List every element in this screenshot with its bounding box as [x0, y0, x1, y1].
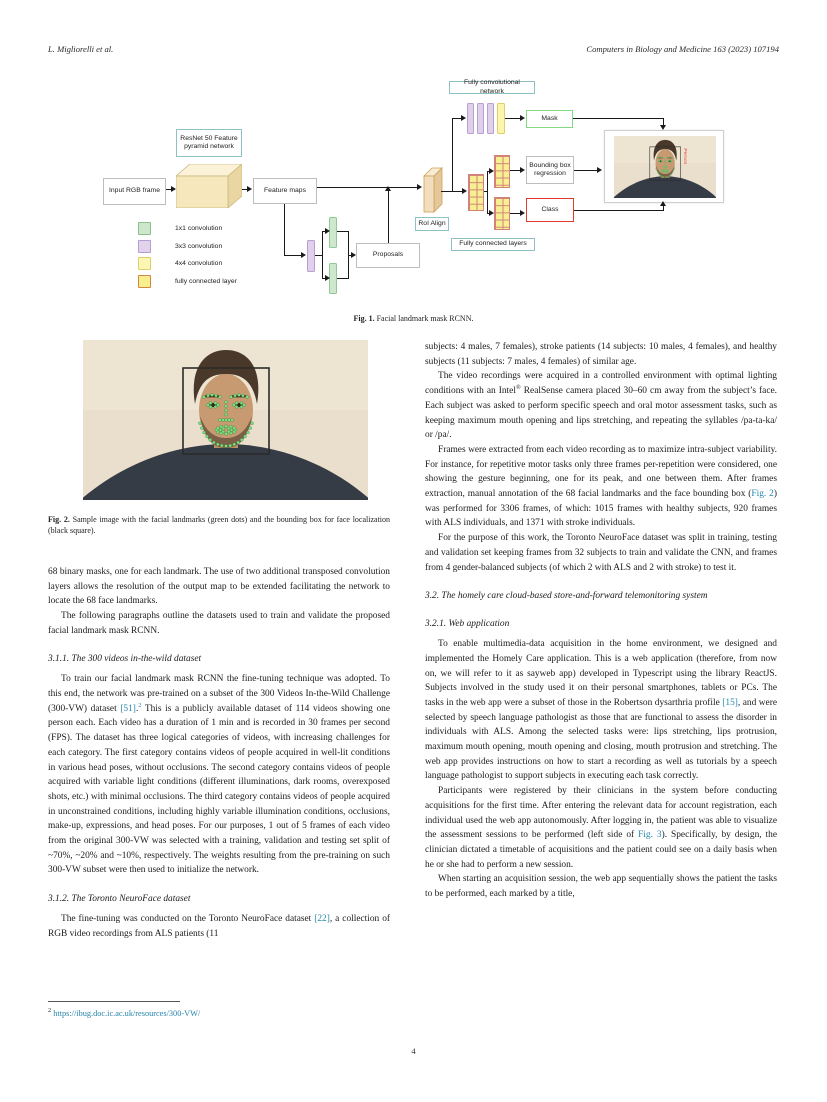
- output-image-frame: [604, 130, 724, 203]
- section-heading: 3.1.2. The Toronto NeuroFace dataset: [48, 893, 191, 904]
- fcn-group-label: Fully convolutional network: [449, 81, 535, 94]
- footnote-rule: [48, 1001, 180, 1002]
- paragraph: Frames were extracted from each video recording as to maximize intra-subject variability. For instance, for repetitive motor tasks only three frames per-repetition were considered, one showing the gesture beginning, one for its peak, and one between them. After frames extraction, manual annotation of the 68 facial landmarks and the face bounding box (Fig. 2) was performed for 3306 frames, of which: 1015 frames with healthy subjects, 920 frames with ALS individuals, and 1371 with stroke individuals.: [425, 444, 777, 529]
- figure2-caption: [48, 514, 390, 536]
- citation-link[interactable]: [15]: [722, 697, 738, 708]
- left-column: [48, 340, 390, 941]
- legend-swatch-fc: [138, 275, 151, 288]
- mask-4x4-conv-bar: [497, 103, 505, 134]
- citation-link[interactable]: [22]: [314, 913, 330, 924]
- legend-swatch-4x4: [138, 257, 151, 270]
- fc-grid-bar-1: [468, 174, 484, 211]
- right-column: [425, 340, 777, 941]
- legend-item-3x3: [138, 240, 222, 253]
- left-column-text: [48, 565, 390, 941]
- legend-label: 4x4 convolution: [175, 260, 223, 267]
- mask-conv-bar-1: [467, 103, 474, 134]
- paragraph: The video recordings were acquired in a controlled environment with optimal lighting conditions with an Intel® RealSense camera placed 30–60 cm away from the subject’s face. Each subject was asked to perform specific speech and oral motor assessment tasks, such as keeping maximum mouth opening and lips stretching, and repeating the syllables /pa-ta-ka/ or /pa/.: [425, 371, 777, 441]
- mask-conv-bar-2: [477, 103, 484, 134]
- person-class-label: Person: [682, 148, 688, 165]
- figure1-caption-text: Facial landmark mask RCNN.: [376, 314, 474, 323]
- legend-item-1x1: [138, 222, 222, 235]
- fc-grid-bar-2: [494, 155, 510, 188]
- legend-label: fully connected layer: [175, 278, 237, 285]
- legend-item-fc: [138, 275, 237, 288]
- legend-label: 3x3 convolution: [175, 243, 223, 250]
- paragraph: The fine-tuning was conducted on the Toronto NeuroFace dataset [22], a collection of RGB video recordings from ALS patients (11: [48, 913, 391, 939]
- figure2-caption-text: Sample image with the facial landmarks (green dots) and the bounding box for face localization (black square).: [48, 515, 391, 536]
- header-journal: Computers in Biology and Medicine 163 (2023) 107194: [586, 44, 779, 54]
- section-heading: 3.2. The homely care cloud-based store-and-forward telemonitoring system: [425, 590, 708, 601]
- footnote-url-link[interactable]: https://ibug.doc.ic.ac.uk/resources/300-VW/: [53, 1009, 201, 1018]
- roi-align-label: RoI Align: [415, 217, 449, 231]
- mask-box: Mask: [526, 110, 573, 128]
- figure2-photo: [83, 340, 368, 500]
- legend-swatch-3x3: [138, 240, 151, 253]
- figure1-caption: [0, 313, 827, 324]
- citation-link[interactable]: Fig. 2: [751, 489, 774, 500]
- rpn-1x1-conv-bar-bottom: [329, 263, 337, 294]
- rpn-3x3-conv-bar: [307, 240, 315, 272]
- class-box: Class: [526, 198, 574, 222]
- resnet-3d-box: [176, 164, 242, 208]
- paragraph: 68 binary masks, one for each landmark. The use of two additional transposed convolution layers allows the resolution of the output map to be extended facilitating the network to locate the 68 face landmarks.: [48, 567, 390, 607]
- citation-link[interactable]: [51]: [120, 703, 136, 714]
- footnote: [48, 1001, 388, 1018]
- figure1-diagram: [0, 70, 827, 323]
- citation-link[interactable]: Fig. 3: [638, 830, 662, 841]
- paragraph: Participants were registered by their clinicians in the system before conducting acquisitions for the first time. After entering the relevant data for account registration, each individual used the web app autonomously. After logging in, the patient was able to visualize the assessment sessions to be performed (left side of Fig. 3). Specifically, by design, the clinician dictated a timetable of acquisitions and the patient could see on a daily basis when he or she had to perform a new session.: [425, 786, 778, 870]
- paragraph: To enable multimedia-data acquisition in the home environment, we designed and implemented the Homely Care application. This is a web application (therefore, from now on, we will refer to it as sayweb app) developed in Typescript using the library ReactJS. Subjects involved in the study used it on their personal smartphones, tablets or PCs. The tasks in the web app were a subset of those in the Robertson dysarthria profile [15], and were selected by speech language pathologist as those that are functional to assess the disorder in individuals with ALS. Among the selected tasks were: lips stretching, lips protrusion, maximum mouth opening, mouth opening and closing, mouth protrusion and stretching. The web app provides instructions on how to start a recording as well as tutorials by a speech language pathologist to support subjects in executing each task correctly.: [425, 639, 777, 782]
- legend-item-4x4: [138, 257, 222, 270]
- section-heading: 3.2.1. Web application: [425, 618, 510, 629]
- section-heading: 3.1.1. The 300 videos in-the-wild dataset: [48, 654, 202, 665]
- figure2-caption-label: Fig. 2.: [48, 515, 70, 524]
- citation-link[interactable]: 2: [138, 701, 142, 709]
- feature-maps-box: Feature maps: [253, 178, 317, 204]
- legend-swatch-1x1: [138, 222, 151, 235]
- bbox-regression-box: Bounding box regression: [526, 156, 574, 184]
- paragraph: To train our facial landmark mask RCNN the fine-tuning technique was adopted. To this end, the network was pre-trained on a subset of the 300 Videos In-the-Wild Challenge (300-VW) dataset [51].$^2$ This is a publicly available dataset of 114 videos showing one person each. Each video has a duration of 1 min and is recorded in 30 frames per second (FPS). The dataset has three logical categories of videos, with increasing challenges for each category. The first category contains videos of people acquired in well-lit conditions in various head poses, without occlusions. The second category contains videos of people acquired with variable light conditions (different illuminations, dark rooms, overexposed shots, etc.) with minimal occlusions. The third category contains videos of people acquired in unconstrained conditions, including highly variable illumination conditions, occlusions, make-up, expressions, and head poses. For our purposes, 1 out of 5 frames of each video from the original 300-VW was selected with a training, validation and testing set split of ~70%, ~20% and ~10%, respectively. The weights resulting from the pre-training on such 300-VW subset were then used to initialize the network.: [48, 674, 391, 876]
- fc-layers-label: Fully connected layers: [451, 238, 535, 251]
- header-author: L. Migliorelli et al.: [48, 44, 114, 54]
- resnet-group-label: ResNet 50 Feature pyramid network: [176, 129, 242, 157]
- paragraph: For the purpose of this work, the Toronto NeuroFace dataset was split in training, testing and validation set keeping frames from 32 subjects to train and validate the CNN, and frames from 4 gender-balanced subjects (of which 2 with ALS and 2 with stroke) to test it.: [425, 533, 777, 573]
- output-photo: [614, 136, 716, 198]
- article-body: [48, 340, 777, 941]
- figure1-caption-label: Fig. 1.: [353, 314, 375, 323]
- input-rgb-frame-box: Input RGB frame: [103, 178, 166, 205]
- roi-align-slab: [422, 166, 444, 214]
- page-number: 4: [411, 1046, 416, 1056]
- fc-grid-bar-3: [494, 197, 510, 230]
- rpn-1x1-conv-bar-top: [329, 217, 337, 248]
- paragraph: When starting an acquisition session, the web app sequentially shows the patient the tasks to be performed, each marked by a title,: [425, 874, 777, 900]
- mask-conv-bar-3: [487, 103, 494, 134]
- footnote-marker: 2: [48, 1007, 52, 1015]
- paragraph: The following paragraphs outline the datasets used to train and validate the proposed facial landmark mask RCNN.: [48, 611, 390, 636]
- paragraph: subjects: 4 males, 7 females), stroke patients (14 subjects: 10 males, 4 females), and healthy subjects (11 subjects: 7 males, 4 females) of similar age.: [425, 342, 777, 367]
- proposals-box: Proposals: [356, 243, 420, 268]
- legend-label: 1x1 convolution: [175, 225, 223, 232]
